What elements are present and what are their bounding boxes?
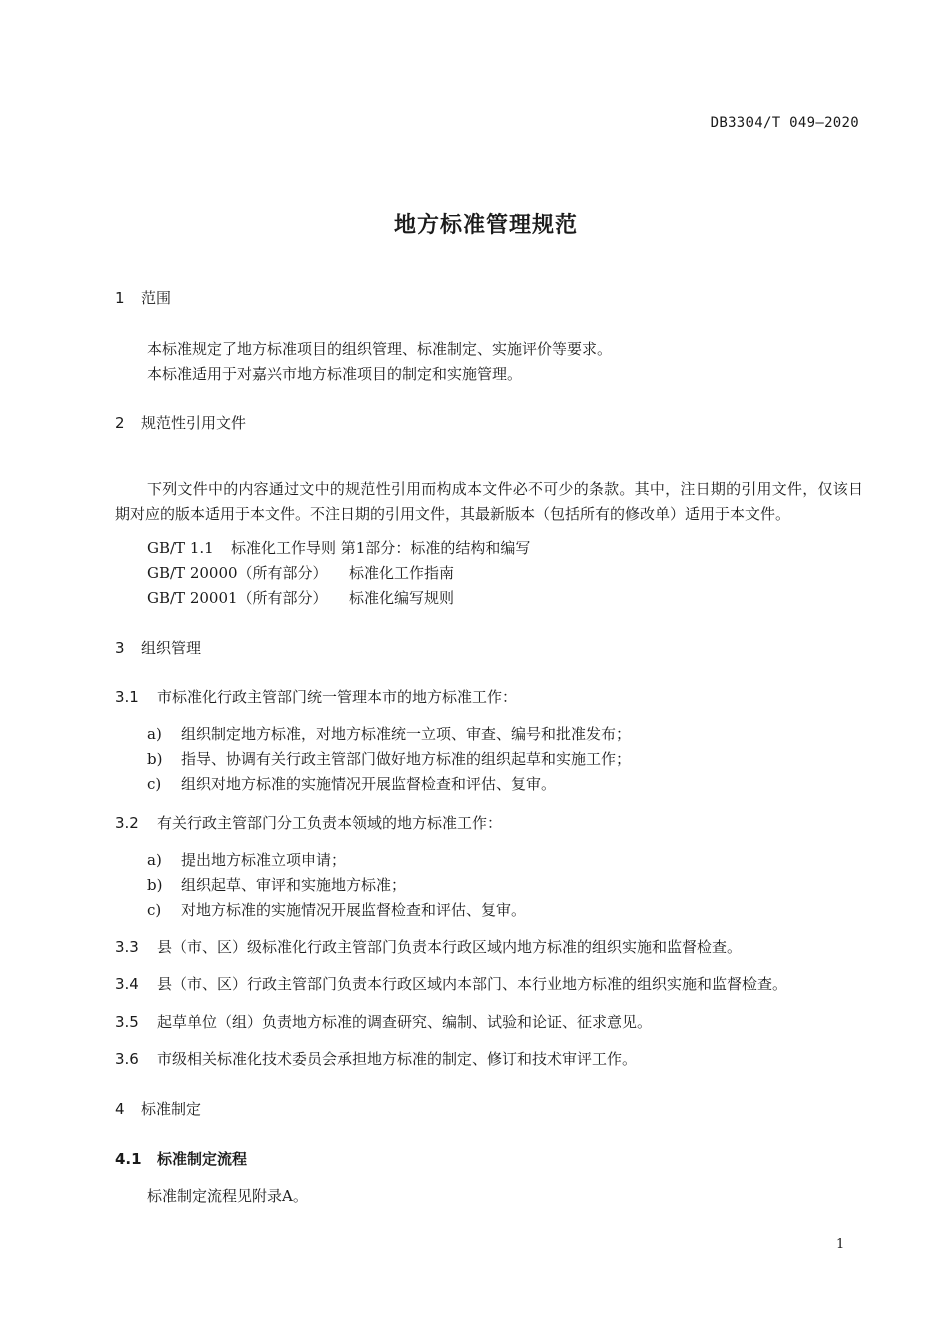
- section-title: 范围: [141, 289, 172, 307]
- normative-references-intro: 下列文件中的内容通过文中的规范性引用而构成本文件必不可少的条款。其中，注日期的引用文件，仅该日期对应的版本适用于本文件。不注日期的引用文件，其最新版本（包括所有的修改单）适用于本文件。: [115, 480, 863, 523]
- clause-3-5: [115, 1011, 652, 1032]
- scope-paragraph-2: 本标准适用于对嘉兴市地方标准项目的制定和实施管理。: [147, 365, 523, 383]
- reference-title: 标准化工作指南: [349, 564, 455, 582]
- clause-text: 市标准化行政主管部门统一管理本市的地方标准工作：: [157, 688, 518, 706]
- clause-text: 市级相关标准化技术委员会承担地方标准的制定、修订和技术审评工作。: [157, 1050, 638, 1068]
- list-item: [147, 874, 406, 895]
- clause-text: 有关行政主管部门分工负责本领域的地方标准工作：: [157, 814, 503, 832]
- list-item-text: 提出地方标准立项申请；: [181, 851, 347, 869]
- clause-number: 3.6: [115, 1050, 139, 1068]
- list-item: [147, 723, 631, 744]
- section-title: 规范性引用文件: [141, 414, 247, 432]
- reference-title: 标准化工作导则 第1部分：标准的结构和编写: [231, 539, 531, 557]
- document-title: 地方标准管理规范: [393, 212, 578, 238]
- reference-code: GB/T 20001（所有部分）: [147, 589, 328, 607]
- list-item-text: 组织起草、审评和实施地方标准；: [181, 876, 407, 894]
- list-item: [147, 773, 556, 794]
- list-item: [147, 899, 526, 920]
- clause-text: 县（市、区）级标准化行政主管部门负责本行政区域内地方标准的组织实施和监督检查。: [157, 938, 743, 956]
- list-item: [147, 849, 346, 870]
- clause-number: 3.4: [115, 975, 139, 993]
- clause-3-6: [115, 1048, 637, 1069]
- reference-title: 标准化编写规则: [349, 589, 455, 607]
- page-number: 1: [836, 1237, 845, 1252]
- clause-4-1-text: 标准制定流程见附录A。: [147, 1187, 308, 1205]
- list-item-label: c): [147, 775, 162, 793]
- list-item-text: 对地方标准的实施情况开展监督检查和评估、复审。: [181, 901, 527, 919]
- list-item: [147, 748, 631, 769]
- list-item-label: b): [147, 876, 163, 894]
- clause-3-3: [115, 936, 742, 957]
- list-item-text: 指导、协调有关行政主管部门做好地方标准的组织起草和实施工作；: [181, 750, 632, 768]
- clause-number: 3.2: [115, 814, 139, 832]
- clause-3-2: [115, 812, 502, 833]
- clause-text: 起草单位（组）负责地方标准的调查研究、编制、试验和论证、征求意见。: [157, 1013, 653, 1031]
- list-item-label: a): [147, 725, 162, 743]
- section-title: 组织管理: [141, 639, 202, 657]
- clause-number: 3.1: [115, 688, 139, 706]
- section-number: 3: [115, 639, 125, 657]
- reference-item: [147, 537, 530, 558]
- list-item-label: c): [147, 901, 162, 919]
- section-1-heading: [115, 287, 171, 308]
- section-2-heading: [115, 412, 246, 433]
- document-code: DB3304/T 049—2020: [710, 115, 859, 131]
- list-item-text: 组织制定地方标准，对地方标准统一立项、审查、编号和批准发布；: [181, 725, 632, 743]
- section-3-heading: [115, 637, 201, 658]
- clause-text: 县（市、区）行政主管部门负责本行政区域内本部门、本行业地方标准的组织实施和监督检查。: [157, 975, 788, 993]
- scope-paragraph-1: 本标准规定了地方标准项目的组织管理、标准制定、实施评价等要求。: [147, 340, 613, 358]
- section-number: 4: [115, 1100, 125, 1118]
- section-number: 2: [115, 414, 125, 432]
- clause-3-4: [115, 973, 787, 994]
- list-item-label: b): [147, 750, 163, 768]
- reference-code: GB/T 1.1: [147, 539, 214, 557]
- list-item-label: a): [147, 851, 162, 869]
- clause-number: 3.5: [115, 1013, 139, 1031]
- section-title: 标准制定: [141, 1100, 202, 1118]
- clause-title: 标准制定流程: [157, 1150, 248, 1168]
- section-number: 1: [115, 289, 125, 307]
- list-item-text: 组织对地方标准的实施情况开展监督检查和评估、复审。: [181, 775, 557, 793]
- section-4-heading: [115, 1098, 201, 1119]
- clause-number: 3.3: [115, 938, 139, 956]
- clause-number: 4.1: [115, 1150, 142, 1168]
- clause-3-1: [115, 686, 517, 707]
- reference-code: GB/T 20000（所有部分）: [147, 564, 328, 582]
- clause-4-1-heading: [115, 1148, 247, 1169]
- reference-item: [147, 587, 454, 608]
- reference-item: [147, 562, 454, 583]
